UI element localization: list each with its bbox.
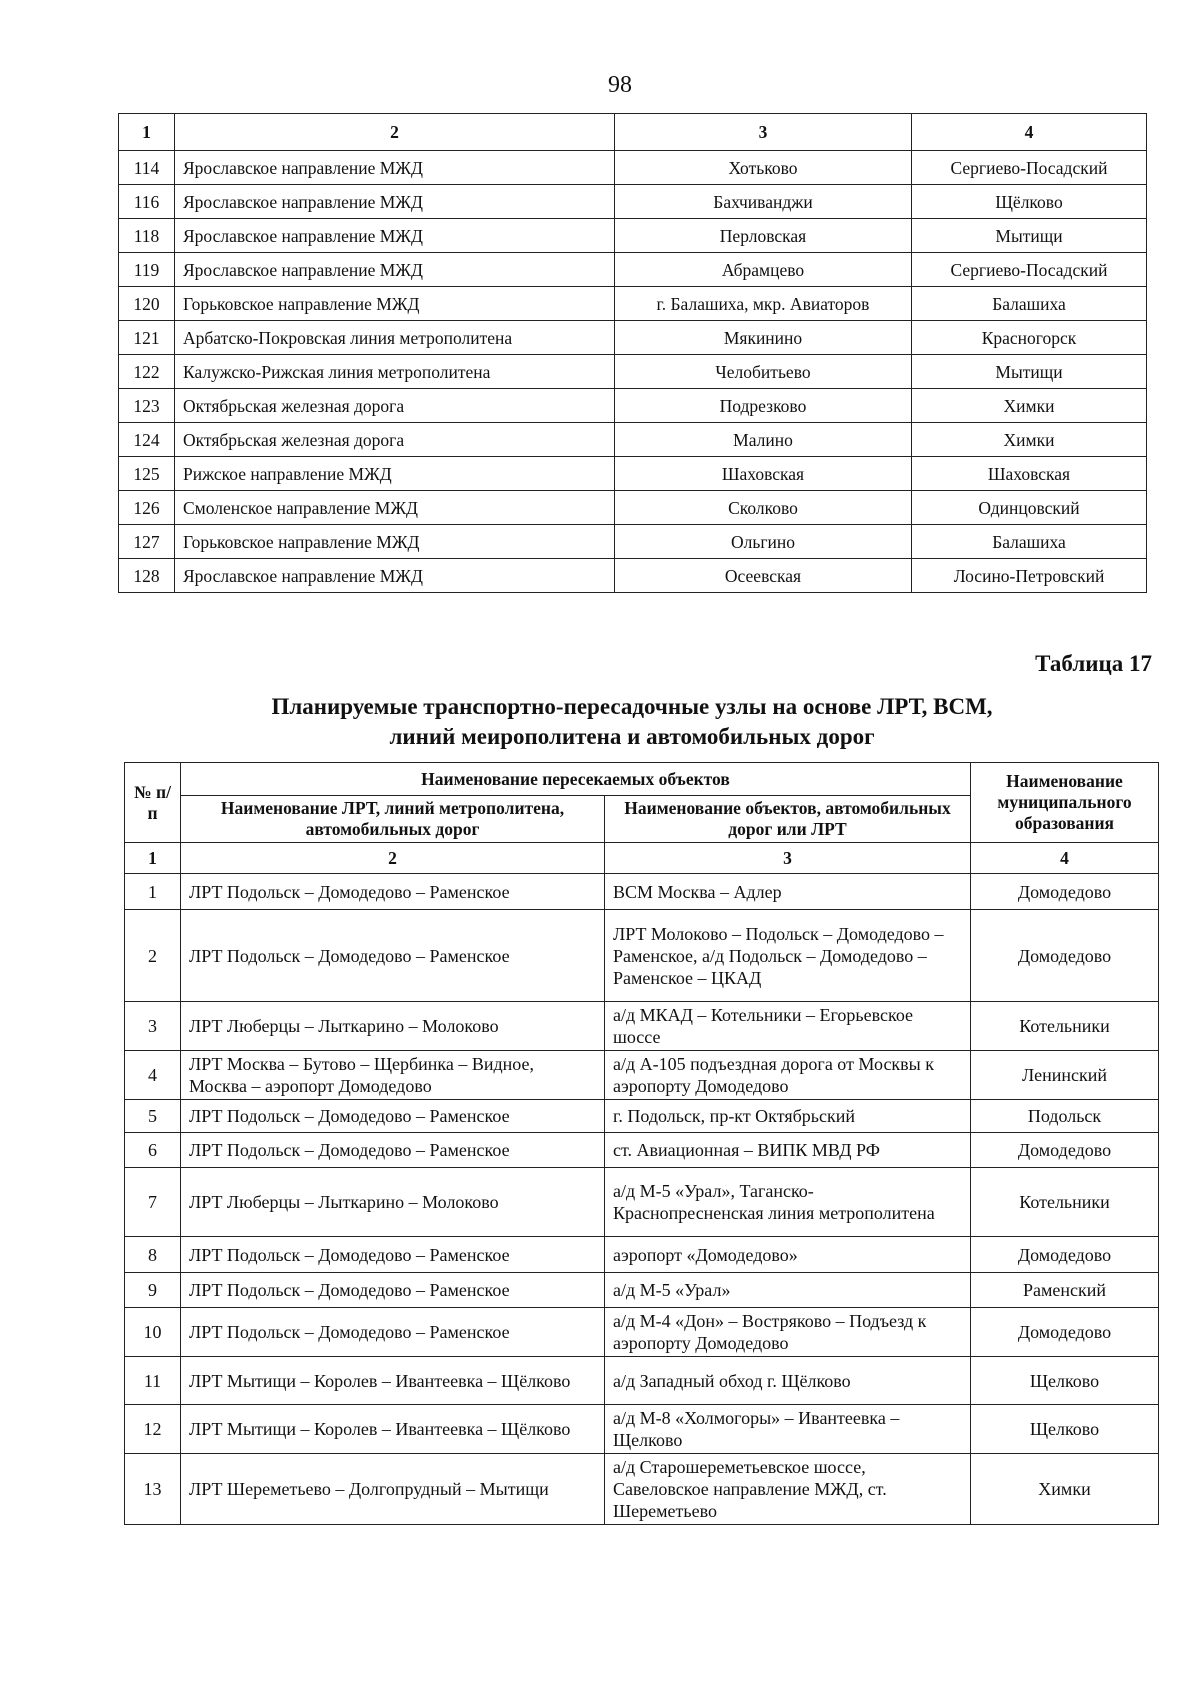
cell-object: ЛРТ Молоково – Подольск – Домодедово – Раменское, а/д Подольск – Домодедово – Раменское – ЦКАД (605, 910, 971, 1002)
cell-object: Бахчиванджи (615, 185, 912, 219)
table-row (119, 253, 1147, 287)
table-row (119, 491, 1147, 525)
cell-line: ЛРТ Подольск – Домодедово – Раменское (181, 1133, 605, 1168)
cell-municipality: Красногорск (912, 321, 1147, 355)
cell-municipality: Сергиево-Посадский (912, 253, 1147, 287)
column-number: 3 (605, 843, 971, 874)
table-row (119, 287, 1147, 321)
cell-object: Подрезково (615, 389, 912, 423)
cell-object: а/д МКАД – Котельники – Егорьевское шоссе (605, 1002, 971, 1051)
cell-line: Ярославское направление МЖД (175, 559, 615, 593)
table-row (125, 1051, 1159, 1100)
cell-number: 127 (119, 525, 175, 559)
cell-number: 4 (125, 1051, 181, 1100)
cell-line: ЛРТ Люберцы – Лыткарино – Молоково (181, 1002, 605, 1051)
cell-number: 2 (125, 910, 181, 1002)
column-number: 2 (175, 114, 615, 151)
table-title-line: Планируемые транспортно-пересадочные узлы на основе ЛРТ, ВСМ, (271, 694, 993, 719)
cell-number: 126 (119, 491, 175, 525)
cell-municipality: Ленинский (971, 1051, 1159, 1100)
cell-object: а/д А-105 подъездная дорога от Москвы к аэропорту Домодедово (605, 1051, 971, 1100)
cell-number: 9 (125, 1273, 181, 1308)
table-row (119, 389, 1147, 423)
cell-number: 6 (125, 1133, 181, 1168)
cell-number: 10 (125, 1308, 181, 1357)
table-row (125, 1357, 1159, 1405)
header-number: № п/п (125, 763, 181, 843)
cell-object: Малино (615, 423, 912, 457)
cell-municipality: Домодедово (971, 1308, 1159, 1357)
cell-number: 5 (125, 1100, 181, 1133)
cell-object: Абрамцево (615, 253, 912, 287)
table-title-line: линий меирополитена и автомобильных дорог (389, 724, 875, 749)
cell-object: Хотьково (615, 151, 912, 185)
table-17-body (125, 874, 1159, 1525)
table-row (125, 1168, 1159, 1237)
column-number: 1 (119, 114, 175, 151)
cell-municipality: Домодедово (971, 1237, 1159, 1273)
table-row (125, 874, 1159, 910)
cell-line: Октябрьская железная дорога (175, 423, 615, 457)
table-row (125, 1405, 1159, 1454)
cell-number: 12 (125, 1405, 181, 1454)
cell-line: Арбатско-Покровская линия метрополитена (175, 321, 615, 355)
cell-object: Сколково (615, 491, 912, 525)
cell-number: 114 (119, 151, 175, 185)
table-label: Таблица 17 (1035, 651, 1152, 676)
cell-line: Ярославское направление МЖД (175, 151, 615, 185)
cell-municipality: Котельники (971, 1168, 1159, 1237)
table-number-row (125, 843, 1159, 874)
table-row (125, 1002, 1159, 1051)
cell-municipality: Щёлково (912, 185, 1147, 219)
table-row (119, 219, 1147, 253)
cell-number: 116 (119, 185, 175, 219)
cell-line: ЛРТ Мытищи – Королев – Ивантеевка – Щёлково (181, 1357, 605, 1405)
table-title (118, 692, 1146, 752)
cell-object: Перловская (615, 219, 912, 253)
cell-line: Ярославское направление МЖД (175, 185, 615, 219)
column-number: 4 (912, 114, 1147, 151)
cell-number: 7 (125, 1168, 181, 1237)
cell-line: ЛРТ Подольск – Домодедово – Раменское (181, 874, 605, 910)
column-number: 3 (615, 114, 912, 151)
column-number: 2 (181, 843, 605, 874)
cell-number: 13 (125, 1454, 181, 1525)
cell-municipality: Щелково (971, 1357, 1159, 1405)
cell-municipality: Мытищи (912, 355, 1147, 389)
cell-municipality: Химки (971, 1454, 1159, 1525)
table-row (125, 910, 1159, 1002)
table-row (125, 1100, 1159, 1133)
cell-line: Калужско-Рижская линия метрополитена (175, 355, 615, 389)
table-16-body (119, 151, 1147, 593)
table-16-continuation (118, 113, 1147, 593)
page-number: 98 (608, 72, 632, 98)
cell-line: ЛРТ Подольск – Домодедово – Раменское (181, 1237, 605, 1273)
cell-municipality: Химки (912, 389, 1147, 423)
table-row (125, 1237, 1159, 1273)
cell-number: 119 (119, 253, 175, 287)
cell-object: ВСМ Москва – Адлер (605, 874, 971, 910)
table-row (119, 525, 1147, 559)
cell-number: 128 (119, 559, 175, 593)
cell-object: а/д М-5 «Урал» (605, 1273, 971, 1308)
cell-number: 122 (119, 355, 175, 389)
cell-line: Октябрьская железная дорога (175, 389, 615, 423)
table-row (125, 1308, 1159, 1357)
cell-municipality: Химки (912, 423, 1147, 457)
cell-object: а/д Старошереметьевское шоссе, Савеловское направление МЖД, ст. Шереметьево (605, 1454, 971, 1525)
cell-line: Рижское направление МЖД (175, 457, 615, 491)
cell-line: Смоленское направление МЖД (175, 491, 615, 525)
cell-object: аэропорт «Домодедово» (605, 1237, 971, 1273)
cell-line: Ярославское направление МЖД (175, 253, 615, 287)
column-number: 1 (125, 843, 181, 874)
table-row (119, 423, 1147, 457)
cell-number: 11 (125, 1357, 181, 1405)
cell-line: ЛРТ Москва – Бутово – Щербинка – Видное, Москва – аэропорт Домодедово (181, 1051, 605, 1100)
table-row (125, 1454, 1159, 1525)
cell-number: 1 (125, 874, 181, 910)
cell-line: ЛРТ Подольск – Домодедово – Раменское (181, 1308, 605, 1357)
header-municipality: Наименование муниципального образования (971, 763, 1159, 843)
cell-object: Ольгино (615, 525, 912, 559)
table-row (125, 1133, 1159, 1168)
cell-object: а/д Западный обход г. Щёлково (605, 1357, 971, 1405)
table-17 (124, 762, 1159, 1525)
table-row (119, 321, 1147, 355)
cell-municipality: Балашиха (912, 287, 1147, 321)
cell-number: 118 (119, 219, 175, 253)
cell-object: а/д М-8 «Холмогоры» – Ивантеевка – Щелково (605, 1405, 971, 1454)
table-row (119, 559, 1147, 593)
table-row (119, 185, 1147, 219)
table-row (119, 151, 1147, 185)
cell-object: ст. Авиационная – ВИПК МВД РФ (605, 1133, 971, 1168)
cell-line: ЛРТ Подольск – Домодедово – Раменское (181, 910, 605, 1002)
header-line-name: Наименование ЛРТ, линий метрополитена, автомобильных дорог (181, 796, 605, 843)
cell-line: Горьковское направление МЖД (175, 287, 615, 321)
cell-line: ЛРТ Подольск – Домодедово – Раменское (181, 1273, 605, 1308)
cell-object: а/д М-4 «Дон» – Востряково – Подъезд к аэропорту Домодедово (605, 1308, 971, 1357)
cell-municipality: Лосино-Петровский (912, 559, 1147, 593)
cell-line: ЛРТ Люберцы – Лыткарино – Молоково (181, 1168, 605, 1237)
cell-municipality: Домодедово (971, 1133, 1159, 1168)
cell-municipality: Шаховская (912, 457, 1147, 491)
cell-number: 3 (125, 1002, 181, 1051)
cell-number: 120 (119, 287, 175, 321)
cell-number: 121 (119, 321, 175, 355)
cell-municipality: Домодедово (971, 874, 1159, 910)
cell-municipality: Мытищи (912, 219, 1147, 253)
table-row (119, 355, 1147, 389)
cell-municipality: Сергиево-Посадский (912, 151, 1147, 185)
cell-municipality: Домодедово (971, 910, 1159, 1002)
cell-municipality: Котельники (971, 1002, 1159, 1051)
cell-number: 123 (119, 389, 175, 423)
header-group: Наименование пересекаемых объектов (181, 763, 971, 796)
cell-number: 124 (119, 423, 175, 457)
table-row (125, 1273, 1159, 1308)
cell-municipality: Балашиха (912, 525, 1147, 559)
cell-object: Шаховская (615, 457, 912, 491)
cell-number: 125 (119, 457, 175, 491)
cell-object: а/д М-5 «Урал», Таганско-Краснопресненская линия метрополитена (605, 1168, 971, 1237)
cell-line: ЛРТ Подольск – Домодедово – Раменское (181, 1100, 605, 1133)
cell-line: ЛРТ Мытищи – Королев – Ивантеевка – Щёлково (181, 1405, 605, 1454)
table-header-row (119, 114, 1147, 151)
cell-object: г. Балашиха, мкр. Авиаторов (615, 287, 912, 321)
cell-municipality: Щелково (971, 1405, 1159, 1454)
cell-object: Осеевская (615, 559, 912, 593)
cell-number: 8 (125, 1237, 181, 1273)
cell-object: Челобитьево (615, 355, 912, 389)
cell-object: г. Подольск, пр-кт Октябрьский (605, 1100, 971, 1133)
cell-municipality: Раменский (971, 1273, 1159, 1308)
header-object-name: Наименование объектов, автомобильных дорог или ЛРТ (605, 796, 971, 843)
cell-line: ЛРТ Шереметьево – Долгопрудный – Мытищи (181, 1454, 605, 1525)
cell-object: Мякинино (615, 321, 912, 355)
cell-municipality: Одинцовский (912, 491, 1147, 525)
column-number: 4 (971, 843, 1159, 874)
cell-municipality: Подольск (971, 1100, 1159, 1133)
cell-line: Ярославское направление МЖД (175, 219, 615, 253)
table-row (119, 457, 1147, 491)
cell-line: Горьковское направление МЖД (175, 525, 615, 559)
table-header-row (125, 763, 1159, 796)
